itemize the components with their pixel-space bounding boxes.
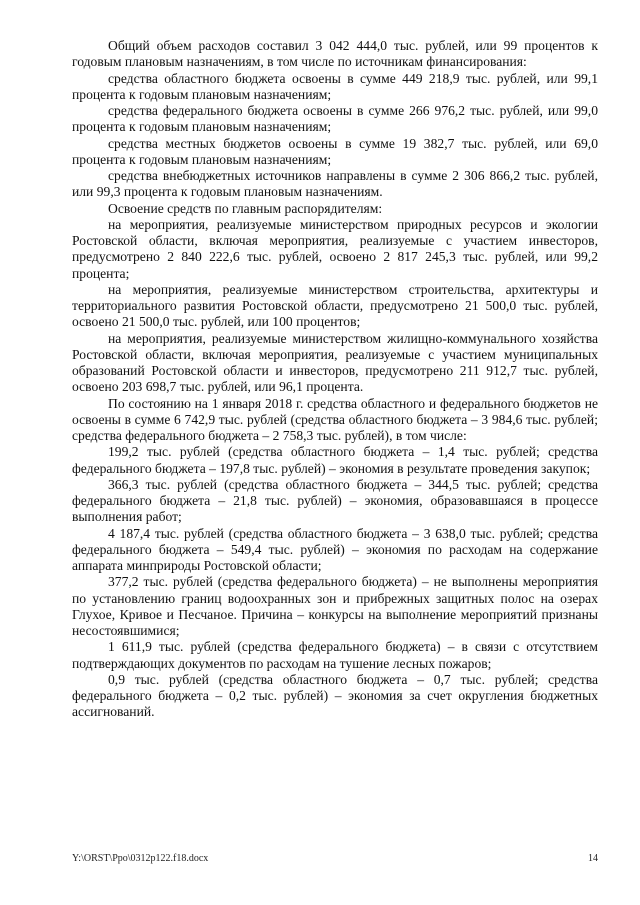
paragraph-procurement-savings: 199,2 тыс. рублей (средства областного бюджета – 1,4 тыс. рублей; средства федерального бюджета – 197,8 тыс. рублей) – экономия в результате проведения закупок; bbox=[72, 444, 598, 476]
paragraph-main-managers-heading: Освоение средств по главным распорядителям: bbox=[108, 200, 383, 216]
paragraph-ministry-natural-resources: на мероприятия, реализуемые министерством природных ресурсов и экологии Ростовской области, включая мероприятия, реализуемые с участием инвесторов, предусмотрено 2 840 222,6 тыс. рублей, освоено 2 817 245,3 тыс. рублей, или 99,2 процента; bbox=[72, 216, 598, 281]
paragraph-regional-budget: средства областного бюджета освоены в сумме 449 218,9 тыс. рублей, или 99,1 процента к годовым плановым назначениям; bbox=[72, 70, 598, 102]
paragraph-works-savings: 366,3 тыс. рублей (средства областного бюджета – 344,5 тыс. рублей; средства федерального бюджета – 21,8 тыс. рублей) – экономия, образовавшаяся в процессе выполнения работ; bbox=[72, 476, 598, 525]
paragraph-local-budgets: средства местных бюджетов освоены в сумме 19 382,7 тыс. рублей, или 69,0 процента к годовым плановым назначениям; bbox=[72, 135, 598, 167]
paragraph-federal-budget: средства федерального бюджета освоены в сумме 266 976,2 тыс. рублей, или 99,0 процента к годовым плановым назначениям; bbox=[72, 103, 598, 135]
paragraph-ministry-housing: на мероприятия, реализуемые министерством жилищно-коммунального хозяйства Ростовской области, включая мероприятия, реализуемые с участием муниципальных образований Ростовской области и инвесторов, предусмотрено 211 912,7 тыс. рублей, освоено 203 698,7 тыс. рублей, или 96,1 процента. bbox=[72, 330, 598, 395]
paragraph-water-zones: 377,2 тыс. рублей (средства федерального бюджета) – не выполнены мероприятия по установлению границ водоохранных зон и прибрежных защитных полос на озерах Глухое, Кривое и Песчаное. Причина – конкурсы на выполнение мероприятий признаны несостоявшимися; bbox=[72, 574, 598, 638]
paragraph-forest-fires: 1 611,9 тыс. рублей (средства федерального бюджета) – в связи с отсутствием подтверждающих документов по расходам на тушение лесных пожаров; bbox=[72, 639, 598, 671]
paragraph-apparatus-savings: 4 187,4 тыс. рублей (средства областного бюджета – 3 638,0 тыс. рублей; средства федерального бюджета – 549,4 тыс. рублей) – экономия по расходам на содержание аппарата минприроды Ростовской области; bbox=[72, 525, 598, 573]
paragraph-ministry-construction: на мероприятия, реализуемые министерством строительства, архитектуры и территориального развития Ростовской области, предусмотрено 21 500,0 тыс. рублей, освоено 21 500,0 тыс. рублей, или 100 процентов; bbox=[72, 281, 598, 330]
page-number: 14 bbox=[588, 853, 598, 864]
paragraph-unspent-funds: По состоянию на 1 января 2018 г. средства областного и федерального бюджетов не освоены в сумме 6 742,9 тыс. рублей (средства областного бюджета – 3 984,6 тыс. рублей; средства федерального бюджета – 2 758,3 тыс. рублей), в том числе: bbox=[72, 395, 598, 443]
paragraph-rounding-savings: 0,9 тыс. рублей (средства областного бюджета – 0,7 тыс. рублей; средства федерального бюджета – 0,2 тыс. рублей) – экономия за счет округления бюджетных ассигнований. bbox=[72, 671, 598, 720]
document-body bbox=[72, 38, 598, 721]
footer-file-path: Y:\ORST\Ppo\0312p122.f18.docx bbox=[72, 853, 209, 864]
paragraph-total-expenses: Общий объем расходов составил 3 042 444,0 тыс. рублей, или 99 процентов к годовым плановым назначениям, в том числе по источникам финансирования: bbox=[72, 38, 598, 70]
paragraph-extrabudgetary: средства внебюджетных источников направлены в сумме 2 306 866,2 тыс. рублей, или 99,3 процента к годовым плановым назначениям. bbox=[72, 168, 598, 200]
